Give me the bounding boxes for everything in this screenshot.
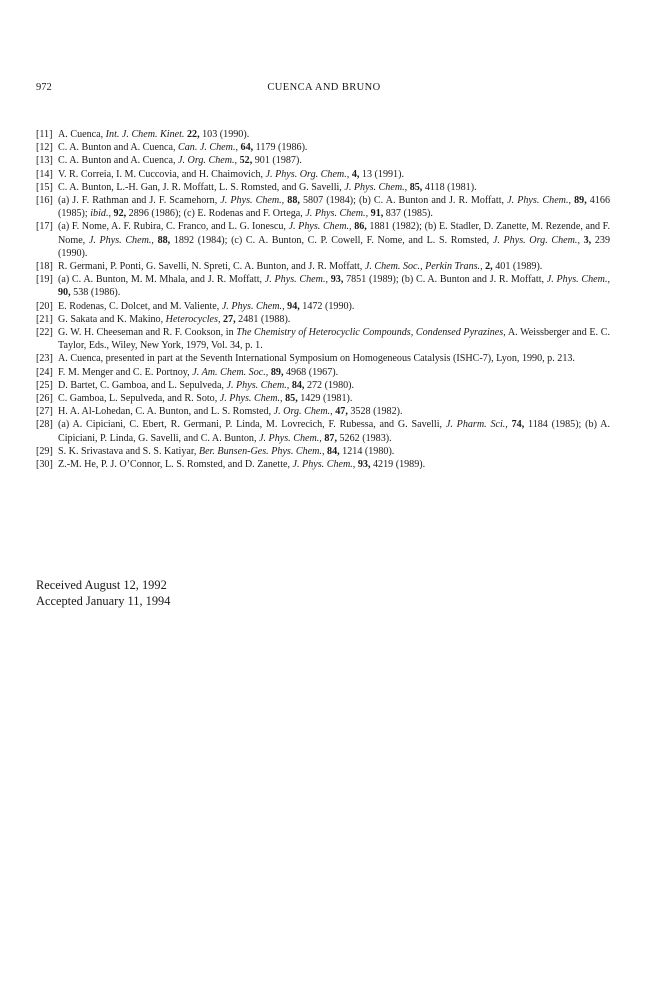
reference-text: 3528 (1982). [347, 406, 403, 418]
reference-text: 1472 (1990). [299, 300, 355, 312]
reference-text: 1881 (1982); (b) E. Stadler, D. Zanette, M. Rezende, and F. Nome, [58, 221, 610, 246]
accepted-date: Accepted January 11, 1994 [36, 594, 171, 608]
reference-text: 837 (1985). [383, 208, 433, 220]
journal-title: J. Phys. Chem., [288, 221, 352, 233]
reference-number: [22] [36, 327, 53, 339]
reference-text: Z.-M. He, P. J. O’Connor, L. S. Romsted, and D. Zanette, [58, 459, 293, 471]
volume-number: 85, [409, 181, 423, 193]
reference-text: A. Weissberger and E. C. Taylor, Eds., Wiley, New York, 1979, Vol. 34, p. 1. [58, 327, 610, 352]
journal-title: J. Phys. Chem., [264, 274, 328, 286]
volume-number: 3, [583, 234, 592, 246]
volume-number: 74, [511, 419, 525, 431]
received-date: Received August 12, 1992 [36, 578, 167, 592]
reference-item [36, 273, 610, 299]
reference-number: [21] [36, 313, 53, 325]
journal-title: J. Org. Chem., [178, 155, 238, 167]
journal-title: J. Chem. Soc., Perkin Trans., [364, 261, 483, 273]
reference-text: R. Germani, P. Ponti, G. Savelli, N. Spreti, C. A. Bunton, and J. R. Moffatt, [58, 261, 365, 273]
journal-title: J. Phys. Chem., [226, 379, 290, 391]
reference-text: 538 (1986). [70, 287, 121, 299]
volume-number: 52, [239, 155, 253, 167]
reference-number: [28] [36, 419, 53, 431]
reference-text: 1184 (1985); (b) A. Cipiciani, P. Linda, G. Savelli, and C. A. Bunton, [58, 419, 610, 444]
volume-number: 87, [324, 432, 337, 444]
reference-item [36, 366, 610, 379]
reference-text: C. Gamboa, L. Sepulveda, and R. Soto, [58, 393, 220, 405]
journal-title: Heterocycles, [165, 313, 221, 325]
reference-text: 272 (1980). [304, 379, 355, 391]
volume-number: 84, [291, 379, 305, 391]
journal-title: J. Phys. Chem., [259, 432, 322, 444]
volume-number: 93, [357, 459, 371, 471]
reference-number: [27] [36, 406, 53, 418]
reference-item [36, 194, 610, 220]
reference-text: 4166 (1985); [58, 195, 610, 220]
reference-text: G. Sakata and K. Makino, [58, 313, 166, 325]
reference-item [36, 313, 610, 326]
reference-text: 1429 (1981). [297, 393, 353, 405]
journal-title: J. Phys. Chem., [220, 195, 285, 207]
volume-number: 2, [485, 261, 493, 273]
reference-item [36, 405, 610, 418]
reference-text: S. K. Srivastava and S. S. Katiyar, [58, 445, 199, 457]
reference-text: 901 (1987). [252, 155, 302, 167]
journal-title: J. Phys. Org. Chem., [265, 168, 350, 180]
reference-text: 5807 (1984); (b) C. A. Bunton and J. R. Moffatt, [299, 195, 508, 207]
reference-text: H. A. Al-Lohedan, C. A. Bunton, and L. S. Romsted, [58, 406, 274, 418]
reference-text: (a) F. Nome, A. F. Rubira, C. Franco, and L. G. Ionescu, [58, 221, 289, 233]
journal-title: J. Phys. Chem., [88, 234, 154, 246]
volume-number: 84, [327, 445, 340, 457]
reference-text: F. M. Menger and C. E. Portnoy, [58, 366, 193, 378]
journal-title: J. Org. Chem., [273, 406, 333, 418]
reference-item [36, 326, 610, 352]
reference-number: [20] [36, 300, 53, 312]
reference-text: 4118 (1981). [422, 181, 477, 193]
reference-item [36, 141, 610, 154]
reference-item [36, 181, 610, 194]
reference-number: [24] [36, 366, 53, 378]
reference-number: [25] [36, 379, 53, 391]
reference-item [36, 352, 610, 365]
reference-item [36, 379, 610, 392]
volume-number: 91, [370, 208, 384, 220]
reference-item [36, 128, 610, 141]
reference-item [36, 260, 610, 273]
reference-text: A. Cuenca, [58, 129, 106, 140]
manuscript-dates [36, 577, 170, 609]
reference-text: 4968 (1967). [283, 366, 339, 378]
volume-number: 4, [351, 168, 360, 180]
reference-text: 103 (1990). [199, 129, 250, 140]
volume-number: 47, [335, 406, 348, 418]
reference-item [36, 220, 610, 260]
journal-title: Can. J. Chem., [178, 142, 238, 154]
journal-title: The Chemistry of Heterocyclic Compounds, Condensed Pyrazines, [236, 327, 506, 339]
reference-text: 401 (1989). [492, 261, 543, 273]
reference-text: 2481 (1988). [235, 313, 291, 325]
reference-text: 4219 (1989). [370, 459, 426, 471]
page-number: 972 [36, 82, 52, 93]
journal-title: Int. J. Chem. Kinet. [105, 129, 185, 140]
journal-title: J. Phys. Chem., [221, 300, 285, 312]
reference-text: 5262 (1983). [336, 432, 392, 444]
volume-number: 85, [285, 393, 298, 405]
reference-text: C. A. Bunton and A. Cuenca, [58, 142, 178, 154]
reference-item [36, 300, 610, 313]
reference-text: G. W. H. Cheeseman and R. F. Cookson, in [58, 327, 237, 339]
reference-text: (a) J. F. Rathman and J. F. Scamehorn, [58, 195, 221, 207]
volume-number: 64, [240, 142, 254, 154]
reference-item [36, 392, 610, 405]
volume-number: 27, [223, 313, 236, 325]
reference-item [36, 418, 610, 444]
journal-title: J. Phys. Chem., [219, 393, 283, 405]
reference-text: (a) A. Cipiciani, C. Ebert, R. Germani, P. Linda, M. Lovrecich, F. Rubessa, and G. Savelli, [58, 419, 446, 431]
journal-title: J. Am. Chem. Soc., [192, 366, 269, 378]
journal-title: J. Phys. Chem., [546, 274, 610, 286]
reference-text: 7851 (1989); (b) C. A. Bunton and J. R. Moffatt, [343, 274, 547, 286]
reference-number: [17] [36, 221, 53, 233]
journal-title: J. Phys. Chem., [292, 459, 356, 471]
reference-item [36, 458, 610, 471]
reference-item [36, 154, 610, 167]
reference-text: 13 (1991). [359, 168, 404, 180]
journal-title: Ber. Bunsen-Ges. Phys. Chem., [198, 445, 325, 457]
volume-number: 88, [287, 195, 300, 207]
volume-number: 86, [354, 221, 367, 233]
reference-number: [19] [36, 274, 53, 286]
reference-list [36, 128, 610, 471]
reference-text: E. Rodenas, C. Dolcet, and M. Valiente, [58, 300, 222, 312]
running-title: CUENCA AND BRUNO [267, 82, 381, 93]
reference-text: 239 (1990). [58, 234, 610, 259]
volume-number: 89, [574, 195, 587, 207]
reference-number: [18] [36, 261, 53, 273]
running-head [36, 82, 612, 96]
reference-text: V. R. Correia, I. M. Cuccovia, and H. Chaimovich, [58, 168, 266, 180]
volume-number: 89, [270, 366, 284, 378]
reference-number: [14] [36, 168, 53, 180]
reference-text: (a) C. A. Bunton, M. M. Mhala, and J. R. Moffatt, [58, 274, 265, 286]
reference-number: [12] [36, 142, 53, 154]
reference-number: [29] [36, 445, 53, 457]
reference-text: 1892 (1984); (c) C. A. Bunton, C. P. Cowell, F. Nome, and L. S. Romsted, [170, 234, 493, 246]
reference-item [36, 168, 610, 181]
reference-number: [26] [36, 393, 53, 405]
journal-title: J. Phys. Org. Chem., [492, 234, 580, 246]
reference-number: [23] [36, 353, 53, 365]
reference-text: 1214 (1980). [339, 445, 395, 457]
volume-number: 90, [58, 287, 71, 299]
reference-text: D. Bartet, C. Gamboa, and L. Sepulveda, [58, 379, 227, 391]
reference-text: C. A. Bunton and A. Cuenca, [58, 155, 178, 167]
volume-number: 94, [287, 300, 300, 312]
journal-title: J. Phys. Chem., [507, 195, 572, 207]
reference-text: C. A. Bunton, L.-H. Gan, J. R. Moffatt, L. S. Romsted, and G. Savelli, [58, 181, 345, 193]
journal-title: J. Phys. Chem., [305, 208, 369, 220]
reference-number: [16] [36, 195, 53, 207]
reference-text: 1179 (1986). [253, 142, 308, 154]
reference-text: A. Cuenca, presented in part at the Seventh International Symposium on Homogeneous Catalysis (ISHC-7), Lyon, 1990, p. 213. [58, 353, 575, 365]
reference-number: [30] [36, 459, 53, 471]
volume-number: 92, [113, 208, 127, 220]
volume-number: 93, [330, 274, 344, 286]
volume-number: 22, [186, 129, 200, 140]
journal-title: ibid., [90, 208, 111, 220]
reference-item [36, 445, 610, 458]
journal-title: J. Pharm. Sci., [445, 419, 508, 431]
reference-number: [11] [36, 129, 53, 140]
reference-number: [13] [36, 155, 53, 167]
reference-number: [15] [36, 181, 53, 193]
volume-number: 88, [157, 234, 171, 246]
reference-text: 2896 (1986); (c) E. Rodenas and F. Ortega, [126, 208, 306, 220]
journal-title: J. Phys. Chem., [344, 181, 408, 193]
